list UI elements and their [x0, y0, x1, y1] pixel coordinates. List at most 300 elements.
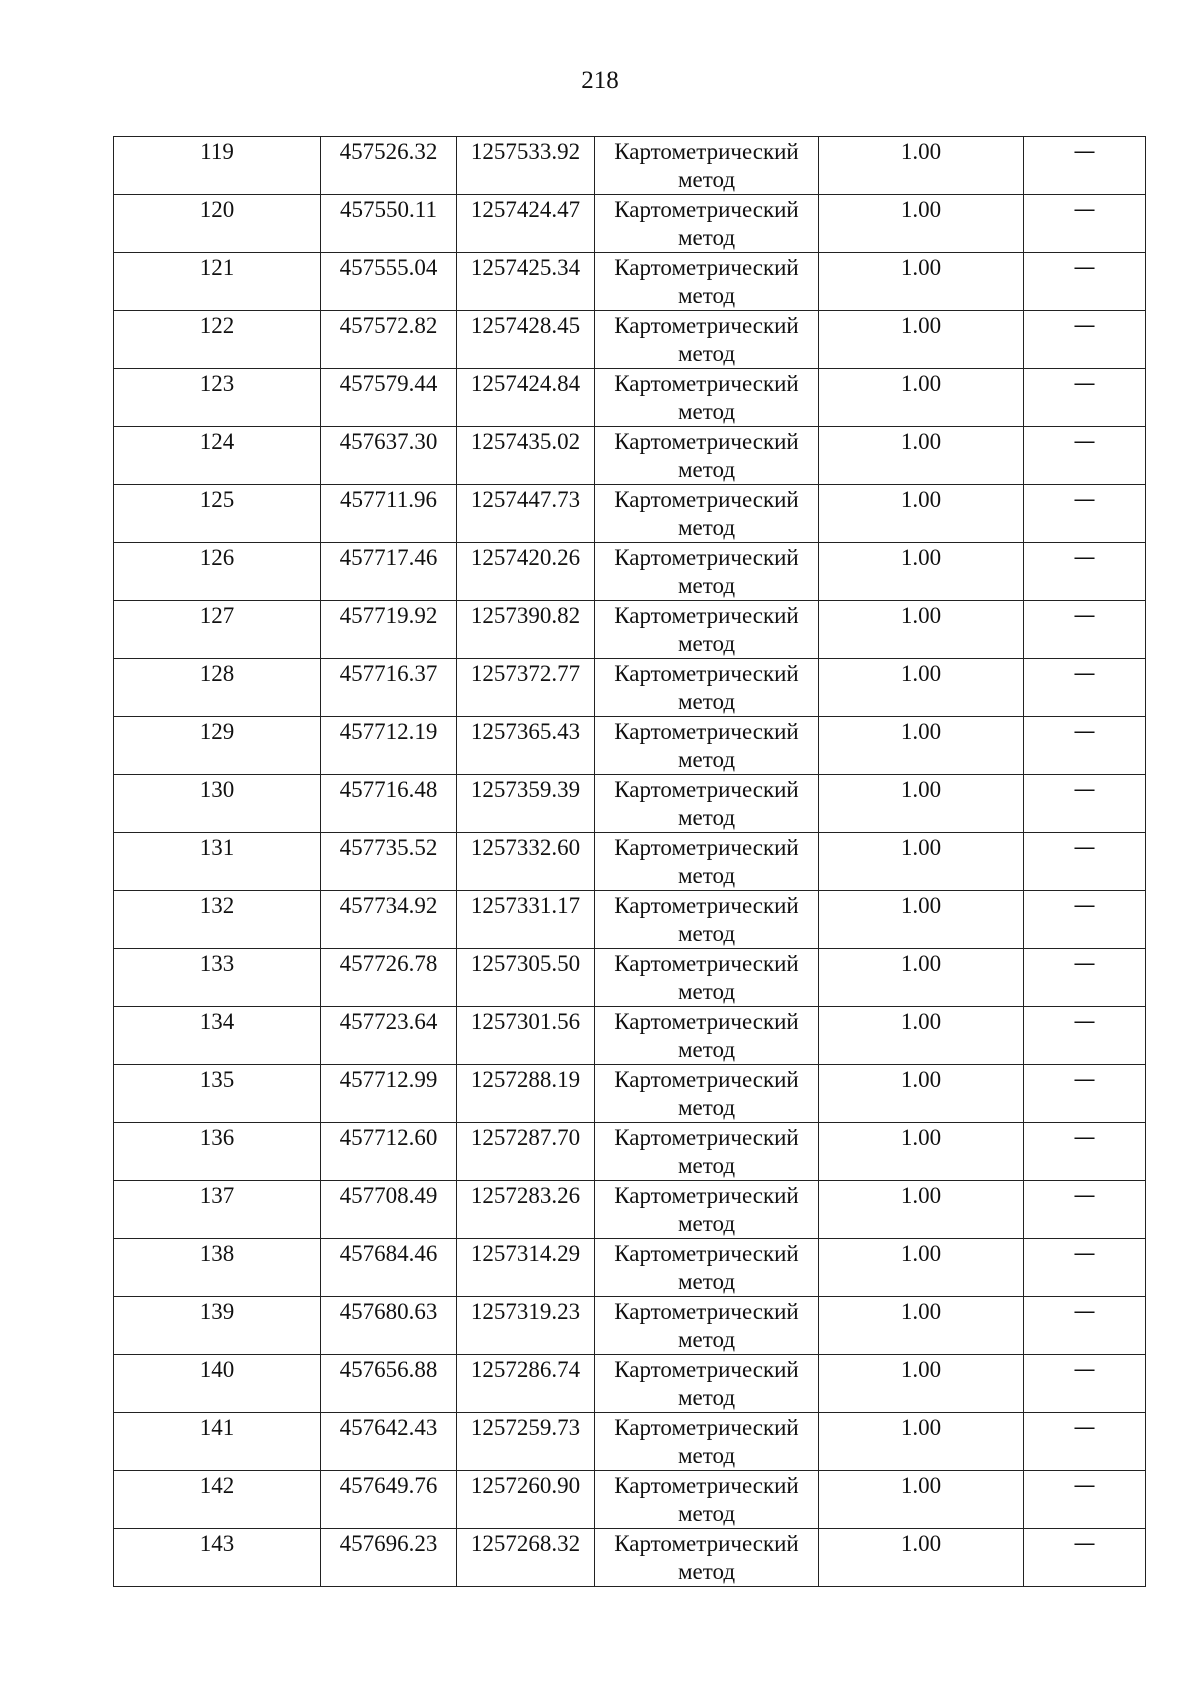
point-number-cell [114, 543, 321, 601]
point-number-cell-text: 133 [199, 951, 235, 976]
y-coordinate-cell [457, 195, 595, 253]
y-coordinate-cell-text: 1257424.47 [470, 197, 581, 222]
method-cell [595, 1181, 819, 1239]
y-coordinate-cell-text: 1257286.74 [470, 1357, 581, 1382]
description-cell-text: — [1073, 835, 1096, 860]
point-number-cell [114, 311, 321, 369]
description-cell-text: — [1073, 429, 1096, 454]
x-coordinate-cell [321, 253, 457, 311]
description-cell-text: — [1073, 139, 1096, 164]
x-coordinate-cell-text: 457696.23 [339, 1531, 438, 1556]
method-cell [595, 601, 819, 659]
method-cell [595, 1355, 819, 1413]
description-cell-text: — [1073, 603, 1096, 628]
method-cell [595, 1529, 819, 1587]
description-cell [1024, 1297, 1146, 1355]
table-row [114, 137, 1146, 195]
x-coordinate-cell-text: 457656.88 [339, 1357, 438, 1382]
y-coordinate-cell-text: 1257259.73 [470, 1415, 581, 1440]
point-number-cell-text: 136 [199, 1125, 235, 1150]
x-coordinate-cell [321, 1123, 457, 1181]
point-number-cell [114, 1471, 321, 1529]
y-coordinate-cell [457, 601, 595, 659]
x-coordinate-cell [321, 891, 457, 949]
accuracy-cell-text: 1.00 [900, 1183, 942, 1208]
x-coordinate-cell-text: 457723.64 [339, 1009, 438, 1034]
x-coordinate-cell [321, 1413, 457, 1471]
description-cell-text: — [1073, 255, 1096, 280]
point-number-cell [114, 891, 321, 949]
x-coordinate-cell-text: 457735.52 [339, 835, 438, 860]
accuracy-cell [819, 311, 1024, 369]
description-cell [1024, 1123, 1146, 1181]
method-cell [595, 195, 819, 253]
description-cell-text: — [1073, 1067, 1096, 1092]
accuracy-cell [819, 1297, 1024, 1355]
x-coordinate-cell-text: 457680.63 [339, 1299, 438, 1324]
y-coordinate-cell [457, 137, 595, 195]
point-number-cell [114, 1413, 321, 1471]
accuracy-cell-text: 1.00 [900, 1415, 942, 1440]
accuracy-cell [819, 1239, 1024, 1297]
point-number-cell [114, 427, 321, 485]
description-cell [1024, 369, 1146, 427]
table-row [114, 775, 1146, 833]
y-coordinate-cell-text: 1257283.26 [470, 1183, 581, 1208]
point-number-cell-text: 127 [199, 603, 235, 628]
x-coordinate-cell [321, 1007, 457, 1065]
description-cell [1024, 1355, 1146, 1413]
accuracy-cell-text: 1.00 [900, 487, 942, 512]
point-number-cell [114, 1355, 321, 1413]
accuracy-cell-text: 1.00 [900, 139, 942, 164]
description-cell [1024, 1529, 1146, 1587]
point-number-cell [114, 1529, 321, 1587]
table-row [114, 659, 1146, 717]
y-coordinate-cell-text: 1257332.60 [470, 835, 581, 860]
method-cell [595, 833, 819, 891]
coordinates-table-body [114, 137, 1146, 1587]
description-cell-text: — [1073, 545, 1096, 570]
point-number-cell [114, 1007, 321, 1065]
table-row [114, 1297, 1146, 1355]
description-cell-text: — [1073, 1531, 1096, 1556]
x-coordinate-cell [321, 1181, 457, 1239]
description-cell-text: — [1073, 661, 1096, 686]
point-number-cell [114, 1065, 321, 1123]
table-row [114, 717, 1146, 775]
point-number-cell [114, 369, 321, 427]
accuracy-cell-text: 1.00 [900, 835, 942, 860]
method-cell-text: Картометрический метод [614, 893, 799, 946]
method-cell-text: Картометрический метод [614, 1125, 799, 1178]
method-cell [595, 311, 819, 369]
accuracy-cell [819, 369, 1024, 427]
method-cell-text: Картометрический метод [614, 1009, 799, 1062]
description-cell-text: — [1073, 1009, 1096, 1034]
description-cell [1024, 1065, 1146, 1123]
method-cell [595, 891, 819, 949]
point-number-cell [114, 485, 321, 543]
method-cell [595, 427, 819, 485]
point-number-cell-text: 141 [199, 1415, 235, 1440]
method-cell-text: Картометрический метод [614, 1299, 799, 1352]
accuracy-cell [819, 1181, 1024, 1239]
x-coordinate-cell-text: 457637.30 [339, 429, 438, 454]
table-row [114, 253, 1146, 311]
accuracy-cell-text: 1.00 [900, 1531, 942, 1556]
point-number-cell-text: 139 [199, 1299, 235, 1324]
y-coordinate-cell [457, 1007, 595, 1065]
accuracy-cell [819, 1065, 1024, 1123]
y-coordinate-cell [457, 1181, 595, 1239]
y-coordinate-cell [457, 253, 595, 311]
description-cell [1024, 1181, 1146, 1239]
point-number-cell-text: 140 [199, 1357, 235, 1382]
method-cell-text: Картометрический метод [614, 1473, 799, 1526]
accuracy-cell-text: 1.00 [900, 661, 942, 686]
table-row [114, 949, 1146, 1007]
method-cell-text: Картометрический метод [614, 1357, 799, 1410]
accuracy-cell [819, 891, 1024, 949]
accuracy-cell-text: 1.00 [900, 719, 942, 744]
y-coordinate-cell-text: 1257435.02 [470, 429, 581, 454]
x-coordinate-cell-text: 457642.43 [339, 1415, 438, 1440]
point-number-cell-text: 142 [199, 1473, 235, 1498]
point-number-cell [114, 775, 321, 833]
x-coordinate-cell [321, 543, 457, 601]
point-number-cell-text: 121 [199, 255, 235, 280]
method-cell [595, 949, 819, 1007]
description-cell [1024, 485, 1146, 543]
accuracy-cell [819, 1123, 1024, 1181]
accuracy-cell [819, 601, 1024, 659]
description-cell [1024, 137, 1146, 195]
description-cell-text: — [1073, 487, 1096, 512]
method-cell-text: Картометрический метод [614, 951, 799, 1004]
x-coordinate-cell [321, 485, 457, 543]
table-row [114, 833, 1146, 891]
accuracy-cell [819, 833, 1024, 891]
x-coordinate-cell [321, 1297, 457, 1355]
method-cell [595, 485, 819, 543]
method-cell-text: Картометрический метод [614, 835, 799, 888]
y-coordinate-cell-text: 1257390.82 [470, 603, 581, 628]
accuracy-cell [819, 659, 1024, 717]
method-cell-text: Картометрический метод [614, 1067, 799, 1120]
method-cell-text: Картометрический метод [614, 661, 799, 714]
x-coordinate-cell-text: 457717.46 [339, 545, 438, 570]
accuracy-cell-text: 1.00 [900, 1009, 942, 1034]
y-coordinate-cell [457, 833, 595, 891]
x-coordinate-cell-text: 457716.48 [339, 777, 438, 802]
method-cell-text: Картометрический метод [614, 197, 799, 250]
description-cell [1024, 1413, 1146, 1471]
accuracy-cell [819, 1471, 1024, 1529]
point-number-cell-text: 120 [199, 197, 235, 222]
x-coordinate-cell-text: 457649.76 [339, 1473, 438, 1498]
point-number-cell [114, 1297, 321, 1355]
accuracy-cell-text: 1.00 [900, 255, 942, 280]
description-cell [1024, 833, 1146, 891]
accuracy-cell [819, 253, 1024, 311]
method-cell-text: Картометрический метод [614, 371, 799, 424]
point-number-cell-text: 137 [199, 1183, 235, 1208]
description-cell-text: — [1073, 1473, 1096, 1498]
x-coordinate-cell [321, 369, 457, 427]
point-number-cell [114, 1181, 321, 1239]
y-coordinate-cell [457, 1529, 595, 1587]
x-coordinate-cell [321, 833, 457, 891]
x-coordinate-cell [321, 601, 457, 659]
table-row [114, 891, 1146, 949]
description-cell [1024, 1239, 1146, 1297]
point-number-cell [114, 137, 321, 195]
point-number-cell [114, 1239, 321, 1297]
method-cell-text: Картометрический метод [614, 255, 799, 308]
y-coordinate-cell-text: 1257314.29 [470, 1241, 581, 1266]
x-coordinate-cell-text: 457719.92 [339, 603, 438, 628]
y-coordinate-cell [457, 717, 595, 775]
y-coordinate-cell-text: 1257268.32 [470, 1531, 581, 1556]
accuracy-cell-text: 1.00 [900, 197, 942, 222]
x-coordinate-cell [321, 427, 457, 485]
y-coordinate-cell-text: 1257424.84 [470, 371, 581, 396]
page-number: 218 [581, 67, 619, 94]
y-coordinate-cell-text: 1257319.23 [470, 1299, 581, 1324]
accuracy-cell-text: 1.00 [900, 893, 942, 918]
accuracy-cell [819, 1007, 1024, 1065]
x-coordinate-cell [321, 195, 457, 253]
accuracy-cell [819, 949, 1024, 1007]
method-cell-text: Картометрический метод [614, 777, 799, 830]
table-row [114, 1007, 1146, 1065]
x-coordinate-cell [321, 1529, 457, 1587]
description-cell [1024, 601, 1146, 659]
accuracy-cell [819, 1355, 1024, 1413]
table-row [114, 1471, 1146, 1529]
y-coordinate-cell-text: 1257420.26 [470, 545, 581, 570]
point-number-cell-text: 125 [199, 487, 235, 512]
y-coordinate-cell-text: 1257288.19 [470, 1067, 581, 1092]
point-number-cell-text: 135 [199, 1067, 235, 1092]
x-coordinate-cell-text: 457579.44 [339, 371, 438, 396]
description-cell-text: — [1073, 1415, 1096, 1440]
x-coordinate-cell-text: 457734.92 [339, 893, 438, 918]
table-row [114, 1529, 1146, 1587]
x-coordinate-cell-text: 457550.11 [340, 197, 437, 222]
y-coordinate-cell-text: 1257365.43 [470, 719, 581, 744]
table-row [114, 1239, 1146, 1297]
method-cell-text: Картометрический метод [614, 429, 799, 482]
description-cell [1024, 891, 1146, 949]
x-coordinate-cell [321, 659, 457, 717]
y-coordinate-cell [457, 1413, 595, 1471]
x-coordinate-cell-text: 457716.37 [339, 661, 438, 686]
y-coordinate-cell [457, 659, 595, 717]
accuracy-cell-text: 1.00 [900, 545, 942, 570]
y-coordinate-cell [457, 1355, 595, 1413]
method-cell [595, 1413, 819, 1471]
y-coordinate-cell-text: 1257305.50 [470, 951, 581, 976]
accuracy-cell [819, 717, 1024, 775]
description-cell-text: — [1073, 951, 1096, 976]
point-number-cell [114, 601, 321, 659]
accuracy-cell [819, 137, 1024, 195]
description-cell [1024, 775, 1146, 833]
y-coordinate-cell [457, 485, 595, 543]
accuracy-cell-text: 1.00 [900, 1125, 942, 1150]
point-number-cell [114, 1123, 321, 1181]
y-coordinate-cell-text: 1257301.56 [470, 1009, 581, 1034]
method-cell-text: Картометрический метод [614, 545, 799, 598]
description-cell [1024, 427, 1146, 485]
method-cell [595, 1471, 819, 1529]
accuracy-cell-text: 1.00 [900, 1357, 942, 1382]
point-number-cell-text: 131 [199, 835, 235, 860]
y-coordinate-cell-text: 1257447.73 [470, 487, 581, 512]
description-cell-text: — [1073, 197, 1096, 222]
method-cell [595, 775, 819, 833]
point-number-cell-text: 119 [200, 139, 234, 164]
method-cell-text: Картометрический метод [614, 1531, 799, 1584]
method-cell-text: Картометрический метод [614, 487, 799, 540]
x-coordinate-cell-text: 457708.49 [339, 1183, 438, 1208]
method-cell [595, 253, 819, 311]
x-coordinate-cell-text: 457572.82 [339, 313, 438, 338]
point-number-cell-text: 134 [199, 1009, 235, 1034]
y-coordinate-cell [457, 543, 595, 601]
description-cell-text: — [1073, 1299, 1096, 1324]
accuracy-cell-text: 1.00 [900, 1299, 942, 1324]
x-coordinate-cell-text: 457526.32 [339, 139, 438, 164]
point-number-cell-text: 123 [199, 371, 235, 396]
method-cell-text: Картометрический метод [614, 603, 799, 656]
table-row [114, 485, 1146, 543]
table-row [114, 1065, 1146, 1123]
table-row [114, 195, 1146, 253]
accuracy-cell-text: 1.00 [900, 951, 942, 976]
table-row [114, 369, 1146, 427]
description-cell [1024, 949, 1146, 1007]
method-cell [595, 1065, 819, 1123]
y-coordinate-cell [457, 427, 595, 485]
point-number-cell-text: 126 [199, 545, 235, 570]
method-cell-text: Картометрический метод [614, 719, 799, 772]
method-cell [595, 543, 819, 601]
point-number-cell [114, 833, 321, 891]
x-coordinate-cell-text: 457712.60 [339, 1125, 438, 1150]
description-cell [1024, 253, 1146, 311]
table-row [114, 601, 1146, 659]
table-row [114, 427, 1146, 485]
y-coordinate-cell [457, 1297, 595, 1355]
point-number-cell-text: 122 [199, 313, 235, 338]
y-coordinate-cell [457, 891, 595, 949]
table-row [114, 1123, 1146, 1181]
method-cell [595, 369, 819, 427]
description-cell [1024, 1471, 1146, 1529]
accuracy-cell-text: 1.00 [900, 1241, 942, 1266]
description-cell [1024, 543, 1146, 601]
description-cell-text: — [1073, 1183, 1096, 1208]
accuracy-cell-text: 1.00 [900, 313, 942, 338]
accuracy-cell [819, 427, 1024, 485]
method-cell [595, 1123, 819, 1181]
y-coordinate-cell-text: 1257359.39 [470, 777, 581, 802]
point-number-cell-text: 128 [199, 661, 235, 686]
method-cell [595, 717, 819, 775]
point-number-cell-text: 129 [199, 719, 235, 744]
x-coordinate-cell-text: 457712.19 [339, 719, 438, 744]
table-row [114, 1413, 1146, 1471]
method-cell-text: Картометрический метод [614, 139, 799, 192]
description-cell-text: — [1073, 1125, 1096, 1150]
description-cell-text: — [1073, 893, 1096, 918]
method-cell [595, 1297, 819, 1355]
x-coordinate-cell-text: 457711.96 [340, 487, 437, 512]
accuracy-cell-text: 1.00 [900, 1473, 942, 1498]
accuracy-cell [819, 775, 1024, 833]
accuracy-cell [819, 543, 1024, 601]
description-cell-text: — [1073, 1357, 1096, 1382]
point-number-cell [114, 949, 321, 1007]
y-coordinate-cell-text: 1257372.77 [470, 661, 581, 686]
y-coordinate-cell-text: 1257260.90 [470, 1473, 581, 1498]
accuracy-cell-text: 1.00 [900, 371, 942, 396]
point-number-cell-text: 143 [199, 1531, 235, 1556]
x-coordinate-cell-text: 457712.99 [339, 1067, 438, 1092]
coordinates-table [113, 136, 1146, 1587]
table-row [114, 543, 1146, 601]
y-coordinate-cell [457, 311, 595, 369]
x-coordinate-cell [321, 137, 457, 195]
description-cell [1024, 1007, 1146, 1065]
y-coordinate-cell-text: 1257425.34 [470, 255, 581, 280]
method-cell [595, 1007, 819, 1065]
y-coordinate-cell-text: 1257331.17 [470, 893, 581, 918]
accuracy-cell [819, 1529, 1024, 1587]
description-cell-text: — [1073, 777, 1096, 802]
accuracy-cell [819, 485, 1024, 543]
x-coordinate-cell-text: 457684.46 [339, 1241, 438, 1266]
x-coordinate-cell [321, 775, 457, 833]
y-coordinate-cell-text: 1257533.92 [470, 139, 581, 164]
accuracy-cell-text: 1.00 [900, 777, 942, 802]
accuracy-cell-text: 1.00 [900, 1067, 942, 1092]
x-coordinate-cell-text: 457726.78 [339, 951, 438, 976]
x-coordinate-cell [321, 1471, 457, 1529]
method-cell-text: Картометрический метод [614, 1241, 799, 1294]
x-coordinate-cell [321, 717, 457, 775]
x-coordinate-cell [321, 1355, 457, 1413]
y-coordinate-cell [457, 1123, 595, 1181]
accuracy-cell [819, 1413, 1024, 1471]
x-coordinate-cell-text: 457555.04 [339, 255, 438, 280]
description-cell [1024, 311, 1146, 369]
point-number-cell-text: 130 [199, 777, 235, 802]
point-number-cell [114, 195, 321, 253]
accuracy-cell-text: 1.00 [900, 603, 942, 628]
y-coordinate-cell [457, 1239, 595, 1297]
accuracy-cell [819, 195, 1024, 253]
description-cell-text: — [1073, 719, 1096, 744]
description-cell [1024, 659, 1146, 717]
x-coordinate-cell [321, 1065, 457, 1123]
description-cell [1024, 195, 1146, 253]
method-cell [595, 1239, 819, 1297]
point-number-cell-text: 124 [199, 429, 235, 454]
